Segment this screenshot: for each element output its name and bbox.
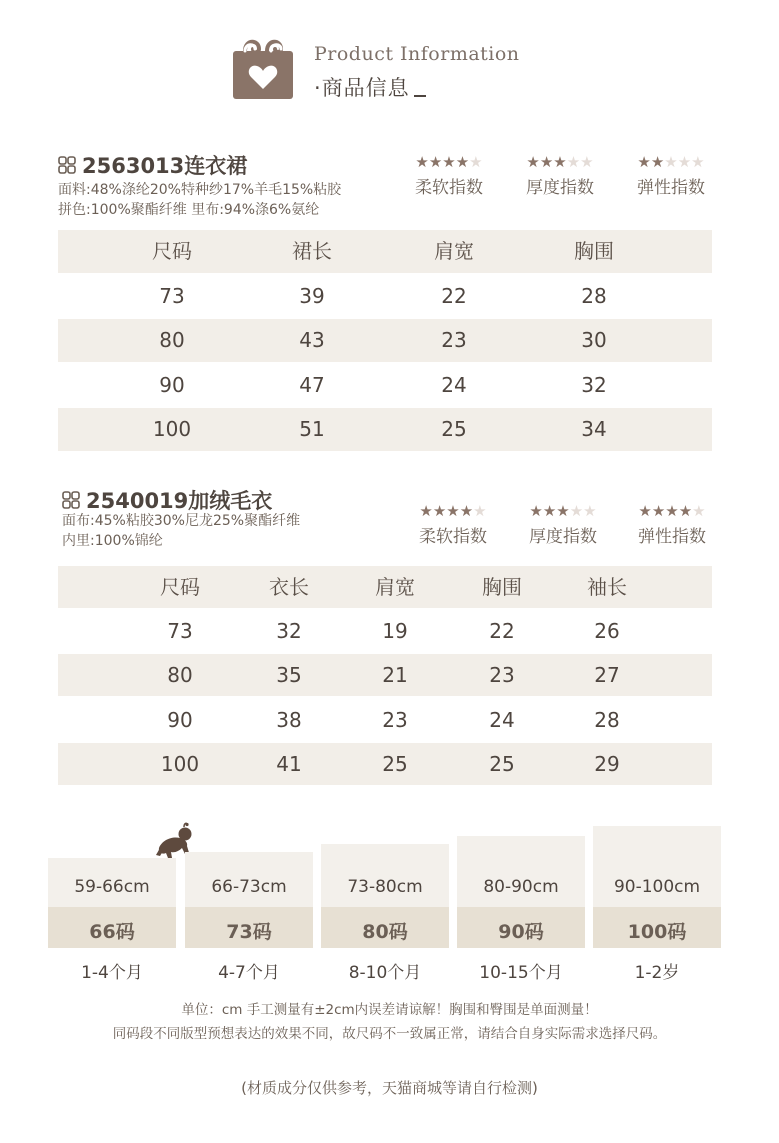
star-icon: ★: [665, 502, 679, 520]
star-icon: ★: [556, 502, 570, 520]
table-cell: 41: [276, 752, 302, 776]
star-icon: ★: [678, 502, 693, 520]
size-code: 80码: [362, 921, 408, 943]
star-icon: ★: [529, 502, 543, 520]
header-underscore: [414, 95, 426, 97]
header-title-en: Product Information: [314, 43, 520, 65]
rating-label: 厚度指数: [526, 178, 594, 198]
star-icon: ★: [651, 502, 666, 520]
table-row: [58, 654, 712, 696]
table-cell: 73: [159, 284, 185, 308]
table-cell: 23: [489, 663, 515, 687]
star-rating: [405, 153, 493, 171]
height-range: 59-66cm: [74, 877, 150, 897]
size-code: 90码: [498, 921, 544, 943]
table-cell: 38: [276, 708, 302, 732]
table-cell: 39: [299, 284, 325, 308]
table-cell: 47: [299, 373, 325, 397]
product-2-code-text: 2540019加绒毛衣: [86, 489, 273, 513]
header-title-cn: [314, 72, 426, 102]
star-rating: [628, 502, 716, 520]
table-cell: 25: [489, 752, 515, 776]
grid-icon: [62, 491, 80, 509]
table-cell: 34: [581, 417, 607, 441]
header-bullet: ·: [314, 76, 322, 100]
grid-icon: [58, 156, 76, 174]
table-cell: 30: [581, 328, 607, 352]
height-range: 73-80cm: [347, 877, 423, 897]
height-range: 80-90cm: [483, 877, 559, 897]
star-icon: ★: [428, 153, 443, 171]
star-icon: ★: [446, 502, 460, 520]
note-line-3: (材质成分仅供参考，天猫商城等请自行检测): [241, 1079, 538, 1097]
age-range: 4-7个月: [218, 963, 280, 983]
star-rating: [627, 153, 715, 171]
age-range: 1-2岁: [634, 963, 680, 983]
star-rating: [519, 502, 607, 520]
table-cell: 25: [382, 752, 408, 776]
table-row: [58, 743, 712, 785]
table-row: [58, 275, 712, 318]
table-cell: 100: [152, 417, 192, 441]
table-cell: 22: [489, 619, 515, 643]
product-1-fabric-line2: 拼色:100%聚酯纤维 里布:94%涤6%氨纶: [58, 202, 320, 218]
star-icon: ★: [677, 153, 692, 171]
star-icon: ★: [469, 153, 483, 171]
table-cell: 24: [489, 708, 515, 732]
table-cell: 21: [382, 663, 408, 687]
age-range: 10-15个月: [479, 963, 563, 983]
product-2-rating-elasticity: [628, 502, 716, 547]
table-cell: 22: [441, 284, 467, 308]
table-cell: 24: [441, 373, 467, 397]
star-icon: ★: [432, 502, 447, 520]
table-cell: 51: [299, 417, 325, 441]
height-range: 66-73cm: [211, 877, 287, 897]
table-cell: 90: [159, 373, 185, 397]
star-icon: ★: [580, 153, 594, 171]
star-icon: ★: [638, 502, 652, 520]
product-2-rating-thickness: [519, 502, 607, 547]
table-row: [58, 610, 712, 652]
product-2-fabric-line2: 内里:100%锦纶: [62, 533, 163, 549]
size-code: 66码: [89, 921, 135, 943]
header-title-cn-text: 商品信息: [321, 76, 410, 100]
table-cell: 26: [594, 619, 620, 643]
table-header-cell: 肩宽: [434, 239, 474, 263]
table-cell: 32: [581, 373, 607, 397]
product-1-rating-thickness: [516, 153, 604, 198]
star-icon: ★: [526, 153, 540, 171]
table-cell: 27: [594, 663, 620, 687]
note-line-1: 单位：cm 手工测量有±2cm内误差请谅解！胸围和臀围是单面测量！: [181, 1002, 598, 1018]
star-icon: ★: [442, 153, 456, 171]
product-2-rating-softness: [409, 502, 497, 547]
table-header-cell: 胸围: [574, 239, 614, 263]
table-cell: 80: [159, 328, 185, 352]
rating-label: 柔软指数: [415, 178, 483, 198]
table-cell: 23: [441, 328, 467, 352]
size-code: 73码: [226, 921, 272, 943]
table-header-cell: 袖长: [587, 575, 627, 599]
star-icon: ★: [569, 502, 584, 520]
rating-label: 厚度指数: [529, 527, 597, 547]
table-cell: 80: [167, 663, 193, 687]
table-header-cell: 尺码: [160, 575, 200, 599]
size-code: 100码: [627, 921, 687, 943]
star-icon: ★: [415, 153, 429, 171]
table-cell: 25: [441, 417, 467, 441]
star-icon: ★: [583, 502, 597, 520]
height-range: 90-100cm: [613, 877, 701, 897]
table-cell: 90: [167, 708, 193, 732]
table-header-cell: 裙长: [292, 239, 332, 263]
table-cell: 28: [594, 708, 620, 732]
rating-label: 弹性指数: [638, 527, 706, 547]
table-row: [58, 319, 712, 362]
product-1-rating-softness: [405, 153, 493, 198]
age-range: 1-4个月: [81, 963, 143, 983]
star-icon: ★: [691, 153, 705, 171]
star-icon: ★: [553, 153, 567, 171]
star-icon: ★: [459, 502, 474, 520]
product-2-fabric-line1: 面布:45%粘胶30%尼龙25%聚酯纤维: [62, 513, 301, 529]
table-header-cell: 胸围: [482, 575, 522, 599]
table-row: [58, 408, 712, 451]
note-line-2: 同码段不同版型预想表达的效果不同，故尺码不一致属正常，请结合自身实际需求选择尺码。: [112, 1026, 667, 1042]
product-1-fabric-line1: 面料:48%涤纶20%特种纱17%羊毛15%粘胶: [58, 182, 342, 198]
star-icon: ★: [455, 153, 470, 171]
star-icon: ★: [473, 502, 487, 520]
table-header-row: [58, 566, 712, 608]
table-row: [58, 364, 712, 407]
table-cell: 23: [382, 708, 408, 732]
rating-label: 弹性指数: [637, 178, 705, 198]
table-row: [58, 699, 712, 741]
shopping-bag-heart-icon: [231, 37, 295, 101]
table-cell: 32: [276, 619, 302, 643]
table-header-row: [58, 230, 712, 273]
star-icon: ★: [419, 502, 433, 520]
product-2-fabric: [62, 511, 300, 551]
rating-label: 柔软指数: [419, 527, 487, 547]
product-1-rating-elasticity: [627, 153, 715, 198]
table-cell: 100: [160, 752, 200, 776]
star-icon: ★: [650, 153, 665, 171]
table-header-cell: 尺码: [152, 239, 192, 263]
star-icon: ★: [539, 153, 554, 171]
table-header-cell: 衣长: [269, 575, 309, 599]
star-icon: ★: [664, 153, 678, 171]
table-cell: 35: [276, 663, 302, 687]
star-rating: [409, 502, 497, 520]
star-icon: ★: [692, 502, 706, 520]
table-cell: 19: [382, 619, 408, 643]
table-cell: 73: [167, 619, 193, 643]
star-icon: ★: [542, 502, 557, 520]
table-cell: 29: [594, 752, 620, 776]
product-1-fabric: [58, 180, 341, 220]
star-icon: ★: [637, 153, 651, 171]
table-cell: 28: [581, 284, 607, 308]
size-band-top: [321, 844, 449, 907]
table-cell: 43: [299, 328, 325, 352]
star-rating: [516, 153, 604, 171]
product-1-code-text: 2563013连衣裙: [82, 154, 248, 178]
product-1-code: [58, 150, 247, 180]
star-icon: ★: [566, 153, 581, 171]
age-range: 8-10个月: [348, 963, 422, 983]
table-header-cell: 肩宽: [375, 575, 415, 599]
